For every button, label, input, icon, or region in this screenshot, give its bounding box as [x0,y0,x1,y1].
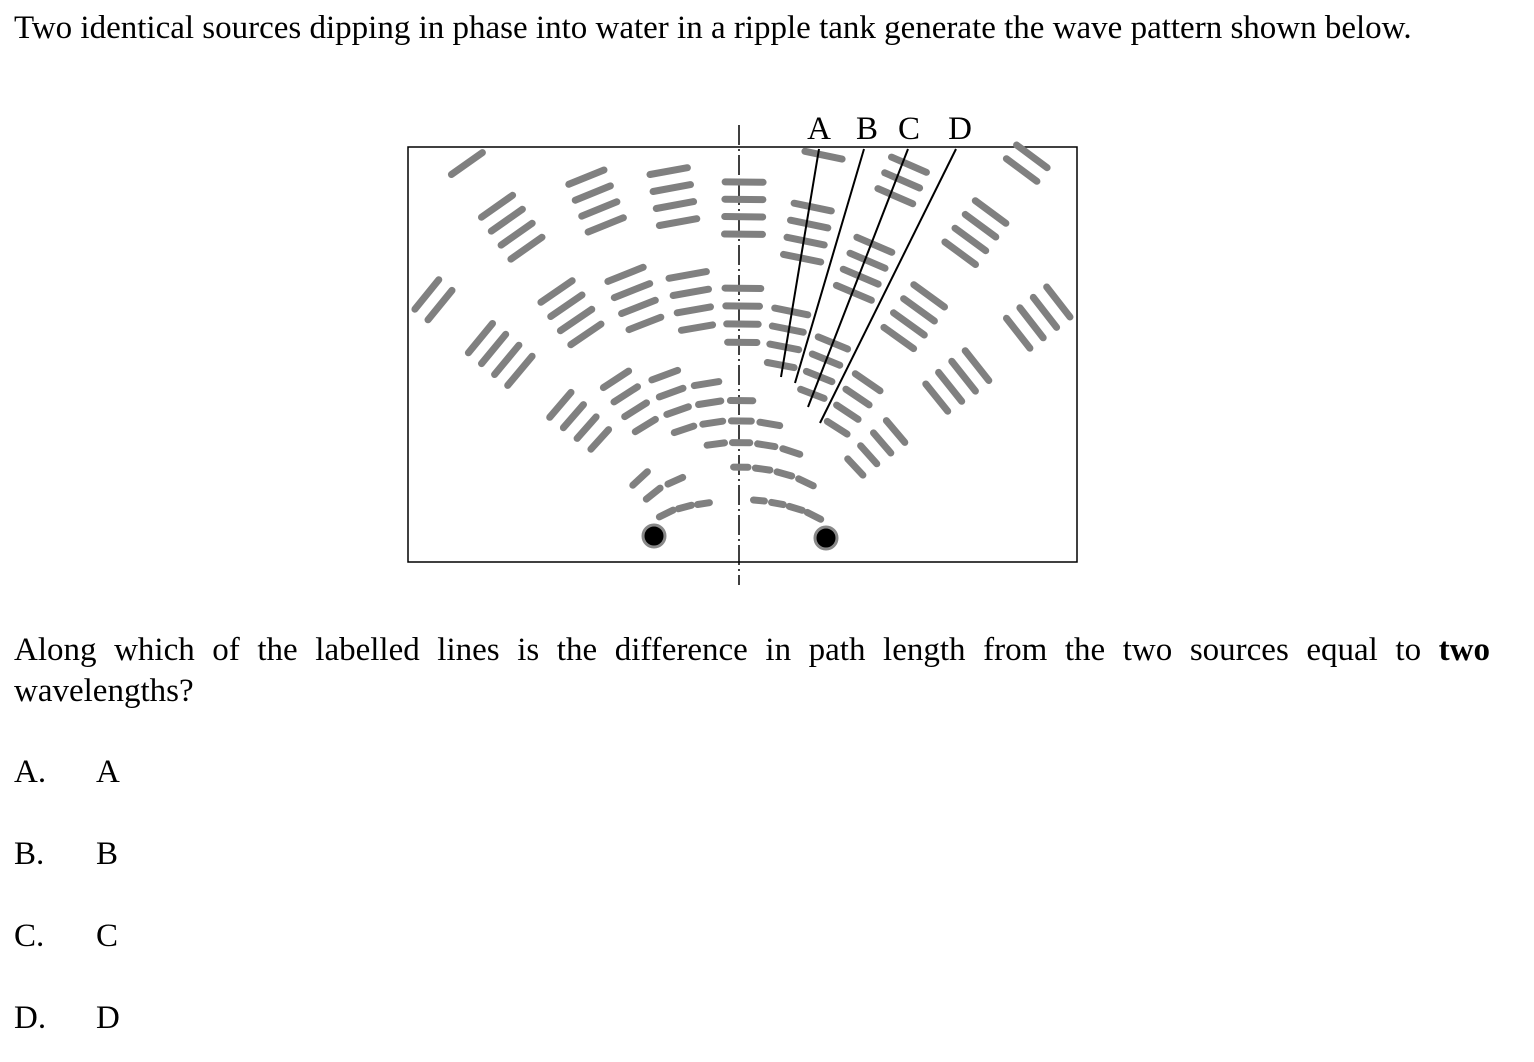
wave-segment [622,300,656,313]
wave-segment [760,422,780,425]
wave-segment [659,510,673,517]
wave-segment [1047,287,1070,317]
wave-segment [837,405,859,419]
wave-segment [1020,308,1043,338]
wave-segment [965,214,996,237]
wave-segment [668,477,683,484]
wave-segment [758,444,775,447]
wave-segment [698,503,710,505]
wave-segment [451,153,482,175]
wave-segment [495,345,519,374]
wave-segment [885,173,920,188]
wave-segment [571,324,601,345]
wave-segment [1006,159,1037,182]
wave-segment [777,472,792,476]
wave-pattern [415,145,1070,519]
label-b: B [855,111,879,147]
question-stem [14,630,1490,712]
wave-segment [874,433,891,453]
wave-segment [694,382,719,386]
wave-segment [625,403,647,417]
wave-segment [674,426,694,433]
wave-segment [892,157,927,172]
wave-segment [582,202,617,216]
wave-segment [807,512,821,519]
option-a-letter: A. [14,754,47,790]
wave-segment [603,371,628,388]
wave-segment [848,459,863,475]
wave-segment [608,267,643,281]
wave-segment [846,389,869,405]
wave-segment [754,500,765,501]
wave-segment [677,307,710,313]
wave-segment [482,195,513,217]
option-b-letter: B. [14,836,45,872]
label-d: D [948,111,972,147]
wave-segment [707,443,724,445]
wave-segment [511,237,542,259]
wave-segment [541,281,572,303]
wave-segment [894,313,925,335]
wave-segment [772,502,784,504]
wave-segment [884,327,914,348]
wave-segment [652,370,678,380]
wave-segment [629,317,661,329]
wave-segment [415,280,439,310]
line-b [795,149,864,383]
wave-segment [789,506,802,510]
wave-segment [551,295,582,317]
option-c-letter: C. [14,918,45,954]
wave-segment [926,384,948,411]
wave-segment [667,407,689,415]
wave-segment [861,446,877,464]
wave-segment [508,356,532,385]
wave-segment [878,189,913,204]
wave-segment [646,488,660,499]
wave-segment [656,202,693,209]
wave-segment [1017,145,1048,168]
wave-segment [575,186,610,200]
wave-segment [755,468,770,470]
wave-segment [783,449,800,455]
option-d[interactable] [14,998,120,1038]
ripple-tank-diagram [400,108,1090,590]
option-a[interactable] [14,752,120,792]
wave-segment [569,170,604,184]
wave-segment [939,372,962,401]
wave-segment [550,392,571,417]
option-c-text: C [96,918,119,954]
option-d-letter: D. [14,1000,47,1036]
question-intro: Two identical sources dipping in phase into water in a ripple tank generate the wave pattern shown below. [14,10,1412,46]
wave-segment [653,185,690,192]
option-c[interactable] [14,916,118,956]
source-left [643,525,665,547]
option-a-text: A [96,754,120,790]
wave-segment [791,220,828,228]
wave-segment [703,421,723,424]
wave-segment [1007,318,1030,348]
wave-segment [491,209,522,231]
wave-segment [827,421,847,434]
question-stem-start: Along which of the labelled lines is the difference in path length from the two sources equal to [14,632,1439,668]
wave-segment [955,228,986,251]
wave-segment [614,387,638,402]
wave-segment [855,374,880,391]
wave-segment [975,201,1006,224]
wave-segment [886,421,904,443]
wave-segment [681,325,712,330]
wave-segment [560,309,591,330]
wave-segment [1033,297,1056,327]
wave-segment [965,351,989,381]
wave-segment [699,401,721,405]
wave-segment [767,363,794,368]
wave-segment [563,405,583,428]
wave-segment [482,334,506,363]
wave-segment [945,242,976,265]
wave-segment [635,419,655,431]
option-b-text: B [96,836,119,872]
wave-segment [659,219,696,226]
wave-segment [904,299,935,321]
wave-segment [787,237,824,245]
wave-segment [673,289,708,295]
wave-segment [428,290,452,319]
option-d-text: D [96,1000,120,1036]
wave-segment [614,284,649,298]
wave-segment [650,168,687,175]
wave-segment [588,218,623,232]
wave-segment [799,479,814,486]
question-stem-emphasis: two [1438,632,1490,668]
question-stem-end: wavelengths? [14,673,194,709]
wave-segment [857,237,892,252]
label-a: A [807,111,831,147]
wave-segment [952,361,976,391]
wave-segment [501,223,532,245]
wave-segment [805,151,842,159]
option-b[interactable] [14,834,118,874]
wave-segment [794,203,831,211]
wave-segment [633,472,648,486]
wave-segment [659,388,683,397]
label-c: C [897,111,921,147]
wave-segment [577,417,596,439]
line-labels [807,111,972,147]
wave-segment [591,430,609,450]
wave-segment [669,272,706,279]
wave-segment [725,217,763,218]
source-right [815,527,837,549]
wave-segment [770,344,799,350]
wave-segment [678,505,691,509]
wave-segment [914,285,945,307]
wave-segment [468,324,492,353]
